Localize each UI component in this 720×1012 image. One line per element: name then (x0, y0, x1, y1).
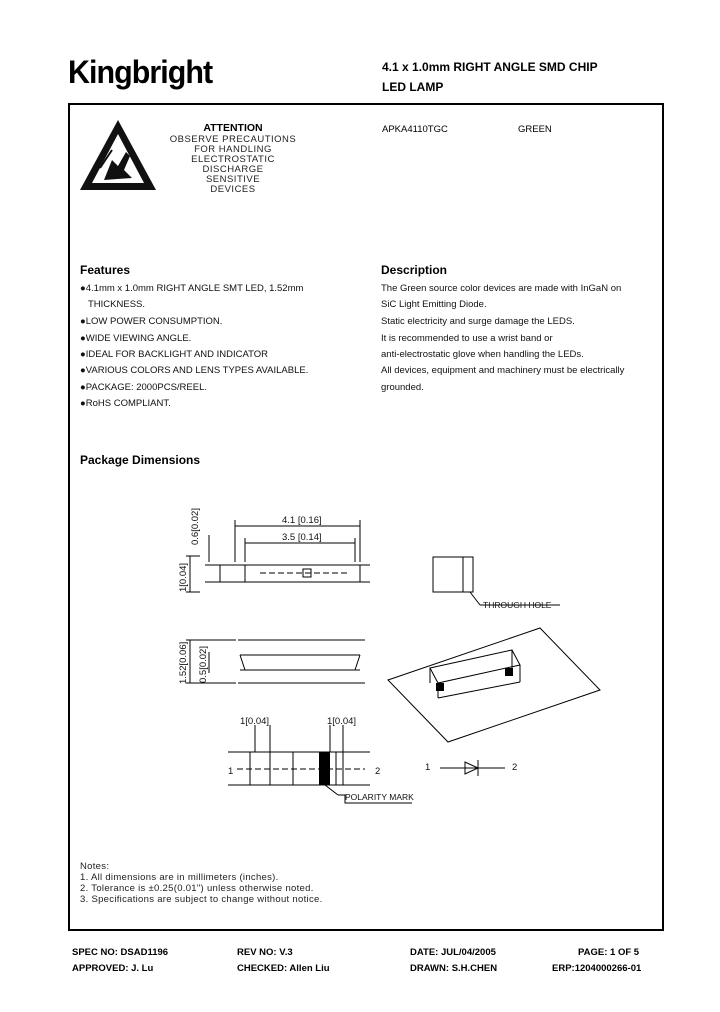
attention-line: OBSERVE PRECAUTIONS (169, 134, 297, 145)
page-number: PAGE: 1 OF 5 (578, 947, 640, 958)
feature-item: THICKNESS. (88, 299, 146, 310)
description-heading: Description (381, 263, 448, 277)
dim-label-thickness: 1.52[0.06] (178, 641, 189, 684)
description-line: grounded. (381, 382, 424, 393)
through-hole-label: THROUGH HOLE (483, 600, 552, 610)
description-line: anti-electrostatic glove when handling the LEDs. (381, 349, 584, 360)
attention-line: DEVICES (210, 184, 256, 195)
feature-item: ●4.1mm x 1.0mm RIGHT ANGLE SMT LED, 1.52mm (80, 283, 304, 294)
feature-item: ●WIDE VIEWING ANGLE. (80, 333, 192, 344)
dim-label-height: 1[0.04] (178, 562, 189, 592)
attention-line: SENSITIVE (205, 174, 261, 185)
document-title-line1: 4.1 x 1.0mm RIGHT ANGLE SMD CHIP (382, 60, 598, 74)
part-color: GREEN (518, 124, 552, 135)
feature-item: ●LOW POWER CONSUMPTION. (80, 316, 223, 327)
erp-number: ERP:1204000266-01 (552, 963, 642, 974)
revision-number: REV NO: V.3 (237, 947, 293, 958)
polarity-band (319, 752, 330, 785)
description-line: It is recommended to use a wrist band or (381, 333, 553, 344)
description-line: Static electricity and surge damage the LEDS. (381, 316, 575, 327)
kingbright-logo: Kingbright (68, 54, 213, 90)
attention-heading: ATTENTION (203, 122, 263, 134)
dim-label-pad: 0.5[0.02] (198, 646, 209, 683)
dim-label-pad-right: 1[0.04] (327, 716, 357, 727)
symbol-pin-1: 1 (425, 762, 431, 773)
feature-item: ●PACKAGE: 2000PCS/REEL. (80, 382, 208, 393)
feature-item: ●RoHS COMPLIANT. (80, 398, 171, 409)
document-title-line2: LED LAMP (382, 80, 444, 94)
package-dimensions-heading: Package Dimensions (80, 453, 201, 467)
description-line: The Green source color devices are made with InGaN on (381, 283, 622, 294)
note-line: 1. All dimensions are in millimeters (inches). (80, 872, 279, 883)
part-number: APKA4110TGC (382, 124, 448, 135)
feature-item: ●IDEAL FOR BACKLIGHT AND INDICATOR (80, 349, 269, 360)
drawn-by: DRAWN: S.H.CHEN (410, 963, 498, 974)
attention-line: ELECTROSTATIC (191, 154, 275, 165)
pin-1-label: 1 (228, 766, 234, 777)
dim-label-inner: 3.5 [0.14] (282, 532, 322, 543)
document-date: DATE: JUL/04/2005 (410, 947, 496, 958)
approved-by: APPROVED: J. Lu (72, 963, 154, 974)
dim-label-length: 4.1 [0.16] (282, 515, 322, 526)
polarity-mark-label: POLARITY MARK (345, 792, 414, 802)
notes-heading: Notes: (80, 861, 110, 872)
description-line: All devices, equipment and machinery must be electrically (381, 365, 625, 376)
checked-by: CHECKED: Allen Liu (237, 963, 330, 974)
attention-line: FOR HANDLING (194, 144, 272, 155)
symbol-pin-2: 2 (512, 762, 518, 773)
features-heading: Features (80, 263, 131, 277)
description-line: SiC Light Emitting Diode. (381, 299, 487, 310)
dim-label-pad-left: 1[0.04] (240, 716, 270, 727)
spec-number: SPEC NO: DSAD1196 (72, 947, 169, 958)
note-line: 3. Specifications are subject to change without notice. (80, 894, 323, 905)
feature-item: ●VARIOUS COLORS AND LENS TYPES AVAILABLE. (80, 365, 309, 376)
dim-label-lead: 0.6[0.02] (190, 508, 201, 545)
attention-line: DISCHARGE (202, 164, 264, 175)
note-line: 2. Tolerance is ±0.25(0.01") unless otherwise noted. (80, 883, 314, 894)
pin-2-label: 2 (375, 766, 381, 777)
